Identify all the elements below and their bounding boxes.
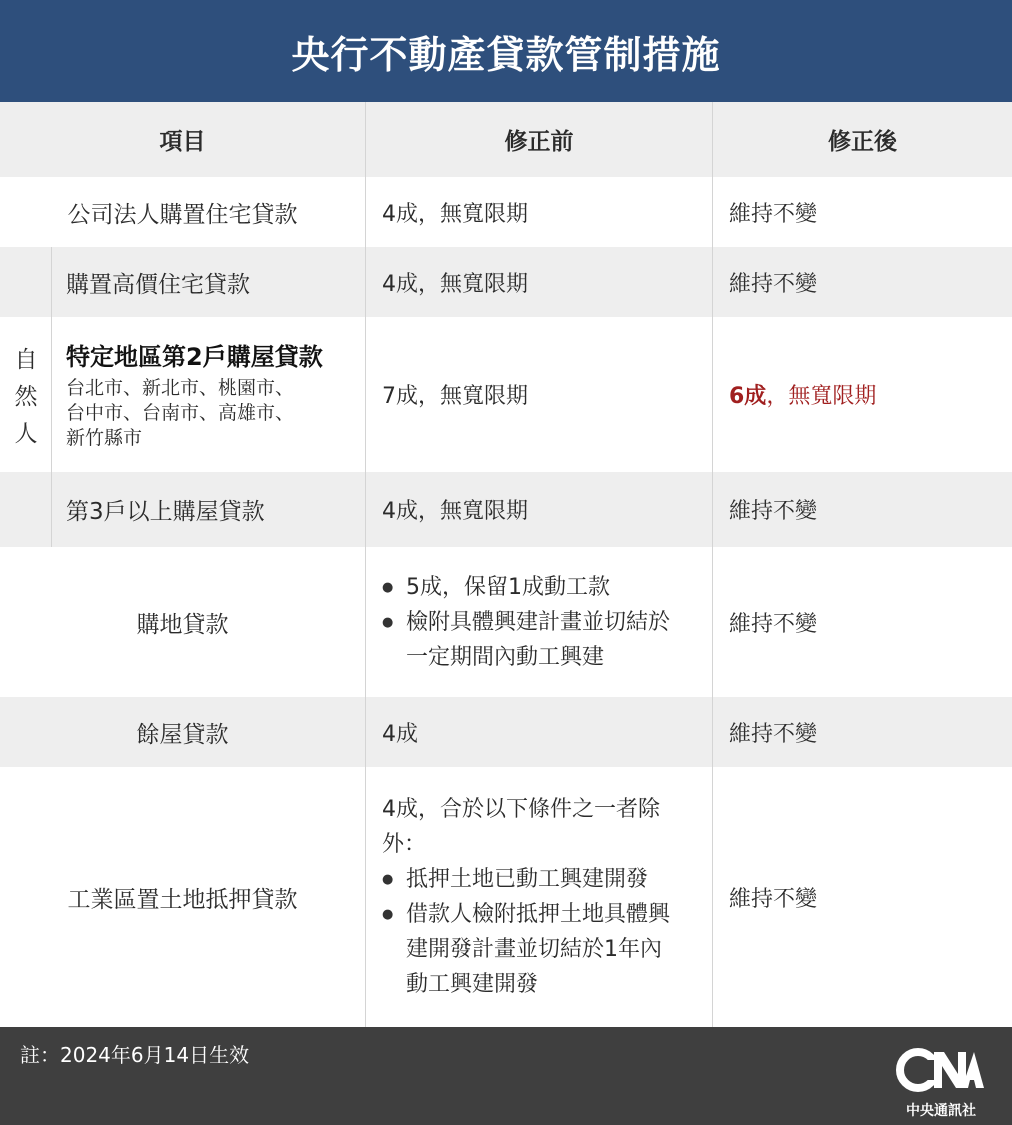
table-row	[0, 767, 1012, 1027]
row-after: 維持不變	[729, 886, 818, 912]
page-title: 央行不動產貸款管制措施	[291, 32, 721, 77]
row-after-highlight	[713, 317, 1012, 472]
cna-logo	[896, 1042, 986, 1120]
table-row	[0, 472, 1012, 547]
row-before	[366, 767, 712, 1027]
city-list	[66, 376, 294, 451]
bullet-item: ● 檢附具體興建計畫並切結於一定期間內動工興建	[382, 605, 682, 675]
row-item: 工業區置土地抵押貸款	[67, 886, 298, 913]
column-divider	[365, 102, 366, 1027]
city-line: 台中市、台南市、高雄市、	[66, 402, 295, 424]
row-item: 餘屋貸款	[136, 721, 229, 748]
natural-person-label	[0, 247, 52, 547]
title-bar	[0, 0, 1012, 102]
logo-text: 中央通訊社	[906, 1103, 976, 1119]
row-before	[366, 547, 712, 697]
bullet-list	[382, 862, 682, 1002]
city-line: 台北市、新北市、桃園市、	[66, 377, 295, 399]
row-before: 4成，無寬限期	[382, 499, 528, 524]
bullet-item: ● 借款人檢附抵押土地具體興建開發計畫並切結於1年內動工興建開發	[382, 897, 682, 1002]
footer	[0, 1027, 1012, 1125]
table-row	[0, 697, 1012, 767]
label-char: 自	[14, 346, 38, 373]
row-after: 維持不變	[729, 271, 818, 297]
after-strong: 6成	[729, 384, 767, 409]
row-after: 維持不變	[729, 611, 818, 637]
bullet-item: ● 5成，保留1成動工款	[382, 570, 682, 605]
cna-logo-icon	[896, 1042, 986, 1100]
before-intro: 4成，合於以下條件之一者除外：	[382, 797, 660, 857]
header-after: 修正後	[828, 129, 897, 155]
table-row	[0, 547, 1012, 697]
table-row	[0, 247, 1012, 317]
after-rest: ，無寬限期	[766, 384, 877, 409]
row-after: 維持不變	[729, 499, 818, 524]
bullet-item: ● 抵押土地已動工興建開發	[382, 862, 682, 897]
row-after: 維持不變	[729, 721, 818, 747]
row-item: 公司法人購置住宅貸款	[67, 201, 298, 228]
label-char: 然	[14, 383, 38, 410]
row-item: 購置高價住宅貸款	[66, 271, 250, 298]
natural-person-group	[0, 247, 52, 547]
table-row	[0, 177, 1012, 247]
row-before: 4成	[382, 721, 418, 747]
row-after: 維持不變	[729, 201, 818, 227]
row-item-block	[52, 317, 365, 472]
bullet-list	[382, 570, 682, 675]
table-row	[0, 317, 1012, 472]
row-before: 4成，無寬限期	[382, 271, 528, 297]
city-line: 新竹縣市	[66, 427, 143, 449]
column-divider	[712, 102, 713, 1027]
row-before: 7成，無寬限期	[382, 384, 528, 409]
label-char: 人	[14, 420, 38, 447]
footer-note: 註：2024年6月14日生效	[20, 1043, 250, 1067]
row-item: 特定地區第2戶購屋貸款	[66, 343, 323, 371]
row-item: 購地貸款	[136, 611, 229, 638]
row-item: 第3戶以上購屋貸款	[66, 499, 265, 525]
header-item: 項目	[159, 129, 206, 155]
header-before: 修正前	[504, 129, 574, 155]
table-header	[0, 102, 1012, 177]
row-before: 4成，無寬限期	[382, 201, 528, 227]
